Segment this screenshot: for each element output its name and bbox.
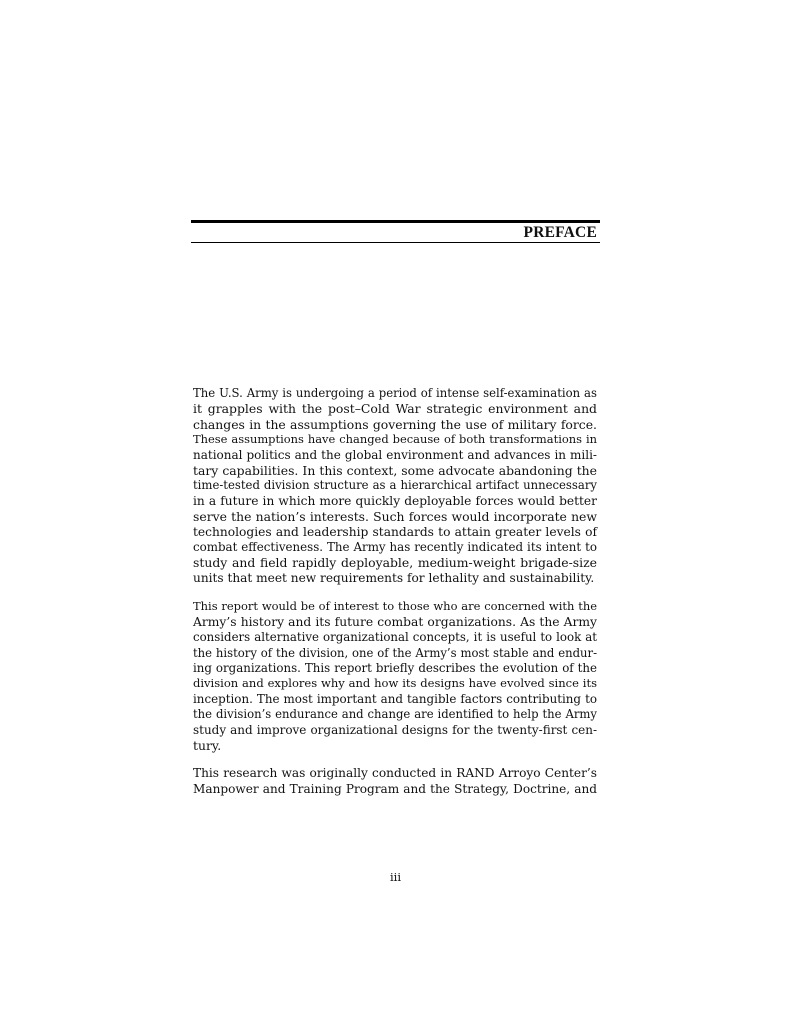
text-line: This research was originally conducted in RAND Arroyo Center’s bbox=[193, 766, 597, 781]
paragraph-1 bbox=[193, 386, 597, 586]
text-line: it grapples with the post–Cold War strategic environment and bbox=[193, 401, 597, 417]
text-line: division and explores why and how its designs have evolved since its bbox=[193, 676, 597, 691]
header-rule-thick bbox=[191, 220, 600, 223]
text-line: serve the nation’s interests. Such forces would incorporate new bbox=[193, 509, 597, 525]
text-line: Army’s history and its future combat organizations. As the Army bbox=[193, 614, 597, 629]
text-line: technologies and leadership standards to attain greater levels of bbox=[193, 524, 597, 539]
body-text bbox=[193, 386, 597, 810]
text-line: Manpower and Training Program and the Strategy, Doctrine, and bbox=[193, 781, 597, 796]
text-line: combat effectiveness. The Army has recently indicated its intent to bbox=[193, 540, 597, 555]
header-rule-thin bbox=[191, 242, 600, 243]
text-line: study and field rapidly deployable, medium-weight brigade-size bbox=[193, 555, 597, 571]
text-line: This report would be of interest to those who are concerned with the bbox=[193, 599, 597, 614]
text-line: in a future in which more quickly deployable forces would better bbox=[193, 493, 597, 508]
text-line: units that meet new requirements for lethality and sustainability. bbox=[193, 570, 595, 585]
paragraph-3 bbox=[193, 766, 597, 797]
paragraph-2 bbox=[193, 599, 597, 753]
text-line: inception. The most important and tangible factors contributing to bbox=[193, 691, 597, 706]
text-line: considers alternative organizational concepts, it is useful to look at bbox=[193, 630, 597, 645]
text-line: tary capabilities. In this context, some advocate abandoning the bbox=[193, 463, 597, 479]
page-number: iii bbox=[389, 870, 402, 884]
text-line: tury. bbox=[193, 737, 222, 753]
text-line: changes in the assumptions governing the use of military force. bbox=[193, 416, 597, 432]
text-line: time-tested division structure as a hierarchical artifact unnecessary bbox=[193, 478, 597, 493]
text-line: the history of the division, one of the Army’s most stable and endur- bbox=[193, 645, 597, 660]
text-line: These assumptions have changed because of both transformations in bbox=[193, 432, 597, 447]
text-line: study and improve organizational designs for the twenty-first cen- bbox=[193, 722, 597, 737]
page-title: PREFACE bbox=[523, 224, 597, 241]
text-line: ing organizations. This report briefly describes the evolution of the bbox=[193, 660, 597, 675]
text-line: national politics and the global environment and advances in mili- bbox=[193, 447, 597, 462]
text-line: the division’s endurance and change are identified to help the Army bbox=[193, 707, 597, 722]
text-line: The U.S. Army is undergoing a period of intense self-examination as bbox=[193, 386, 597, 400]
